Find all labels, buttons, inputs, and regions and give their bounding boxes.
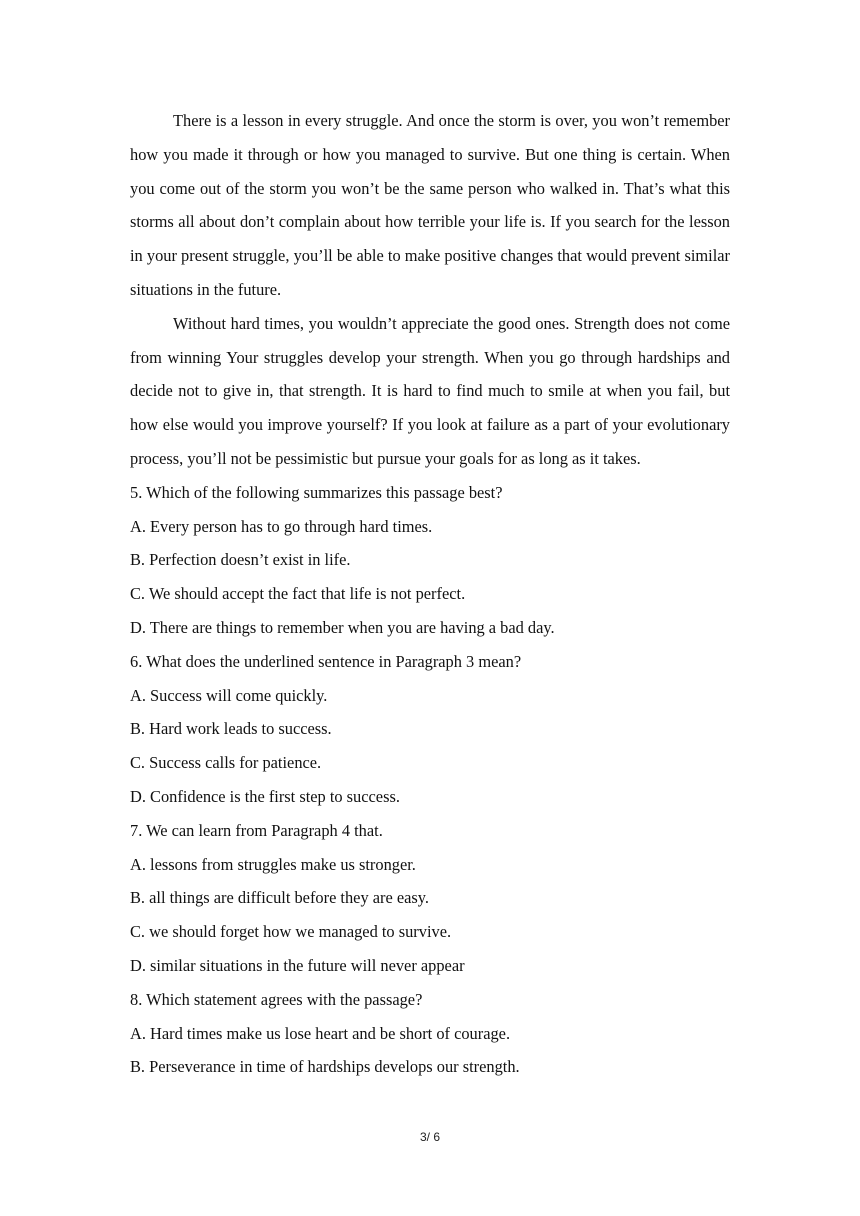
question-stem: 7. We can learn from Paragraph 4 that.: [130, 820, 383, 840]
passage-paragraph: Without hard times, you wouldn’t appreciate the good ones. Strength does not come from winning Your struggles develop your strength. When you go through hardships and decide not to give in, that strength. It is hard to find much to smile at when you fail, but how else would you improve yourself? If you look at failure as a part of your evolutionary process, you’ll not be pessimistic but pursue your goals for as long as it takes.: [130, 313, 730, 468]
question-8: [130, 983, 730, 1084]
answer-option: D. similar situations in the future will never appear: [130, 955, 465, 975]
answer-option: D. Confidence is the first step to success.: [130, 786, 400, 806]
page-number: 3/ 6: [419, 1130, 440, 1144]
answer-option: B. Hard work leads to success.: [130, 719, 332, 739]
answer-option: D. There are things to remember when you are having a bad day.: [130, 617, 555, 637]
answer-option: C. we should forget how we managed to survive.: [130, 922, 452, 942]
answer-option: C. Success calls for patience.: [130, 753, 322, 773]
question-stem: 6. What does the underlined sentence in Paragraph 3 mean?: [130, 651, 522, 671]
question-5: [130, 476, 730, 645]
answer-option: B. Perseverance in time of hardships develops our strength.: [130, 1057, 520, 1077]
answer-option: B. Perfection doesn’t exist in life.: [130, 550, 351, 570]
question-6: [130, 645, 730, 814]
answer-option: A. Hard times make us lose heart and be short of courage.: [130, 1023, 511, 1043]
answer-option: B. all things are difficult before they are easy.: [130, 888, 430, 908]
answer-option: A. Every person has to go through hard times.: [130, 516, 433, 536]
answer-option: A. lessons from struggles make us stronger.: [130, 854, 416, 874]
answer-option: A. Success will come quickly.: [130, 685, 328, 705]
passage-paragraph: There is a lesson in every struggle. And once the storm is over, you won’t remember how you made it through or how you managed to survive. But one thing is certain. When you come out of the storm you won’t be the same person who walked in. That’s what this storms all about don’t complain about how terrible your life is. If you search for the lesson in your present struggle, you’ll be able to make positive changes that would prevent similar situations in the future.: [130, 111, 730, 299]
question-stem: 5. Which of the following summarizes this passage best?: [130, 482, 503, 502]
answer-option: C. We should accept the fact that life is not perfect.: [130, 584, 466, 604]
question-7: [130, 814, 730, 983]
question-stem: 8. Which statement agrees with the passage?: [130, 989, 423, 1009]
document-page: [130, 104, 730, 1084]
